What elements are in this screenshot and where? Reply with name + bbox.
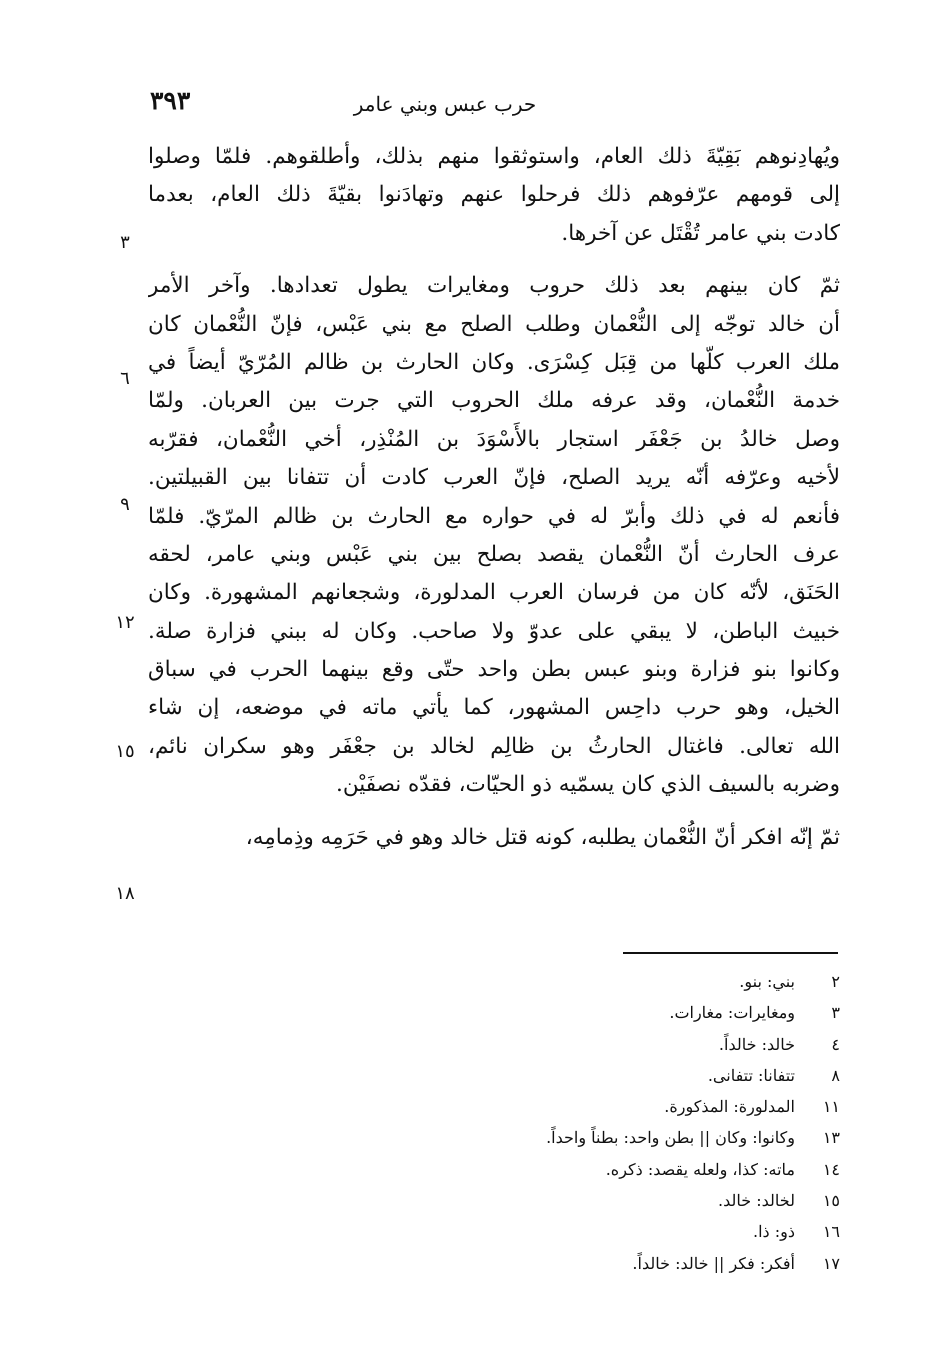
text-line: الخيل، وهو حرب داحِس المشهور، كما يأتي ماته في موضعه، إن شاء — [148, 695, 840, 721]
footnote-text: بني: بنو. — [739, 972, 795, 991]
text-line: خدمة النُّعْمان، وقد عرفه ملك الحروب التي جرت بين العربان. ولمّا — [148, 388, 840, 414]
footnote-number: ٢ — [831, 972, 840, 991]
text-line: عرف الحارث أنّ النُّعْمان يقصد بصلح بين بني عَبْس وبني عامر، لحقه — [148, 541, 840, 567]
running-header-title: حرب عبس وبني عامر — [353, 92, 537, 116]
footnote-text: ذو: ذا. — [753, 1222, 795, 1242]
text-line: فأنعم له في ذلك وأبرّ له في حواره مع الحارث بن ظالم المرّيّ. فلمّا — [148, 503, 840, 529]
text-line: وضربه بالسيف الذي كان يسمّيه ذو الحيّات، فقدّه نصفَيْن. — [336, 772, 840, 798]
footnote-item — [340, 1122, 840, 1153]
footnote-item — [340, 1029, 840, 1060]
text-line: لأخيه وعرّفه أنّه يريد الصلح، فإنّ العرب كادت أن تتفانا بين القبيلتين. — [148, 465, 840, 491]
footnote-item — [340, 1216, 840, 1247]
footnote-item — [340, 1185, 840, 1216]
margin-line-number: ١٨ — [115, 883, 135, 904]
footnote-number: ٤ — [831, 1034, 840, 1054]
footnote-number: ١١ — [822, 1097, 840, 1117]
footnote-item — [340, 966, 840, 997]
footnote-number: ١٤ — [822, 1159, 840, 1179]
margin-line-number: ٦ — [120, 368, 130, 389]
footnote-text: المدلورة: المذكورة. — [664, 1097, 795, 1117]
footnote-text: أفكر: فكر || خالد: خالداً. — [632, 1253, 795, 1273]
footnote-text: وكانوا: وكان || بطن واحد: بطناً واحداً. — [546, 1128, 795, 1148]
margin-line-number: ١٢ — [115, 612, 135, 633]
margin-line-number: ٣ — [120, 232, 130, 253]
text-line: الحَنَق، لأنّه كان من فرسان العرب المدلورة، وشجعانهم المشهورة. وكان — [148, 580, 840, 606]
footnotes — [340, 966, 840, 1279]
footnote-text: خالد: خالداً. — [718, 1034, 795, 1054]
text-line: ويُهادِنوهم بَقِيّةَ ذلك العام، واستوثقوا منهم بذلك، وأطلقوهم. فلمّا وصلوا — [148, 144, 840, 169]
text-line: الله تعالى. فاغتال الحارثُ بن ظالِم لخالد بن جعْفَر وهو سكران نائم، — [148, 733, 840, 759]
footnote-number: ٨ — [831, 1065, 840, 1085]
text-line: وصل خالدُ بن جَعْفَر استجار بالأَسْوَدَ بن المُنْذِر، أخي النُّعْمان، فقرّبه — [148, 426, 840, 452]
text-line: ثمّ كان بينهم بعد ذلك حروب ومغايرات يطول تعدادها. وآخر الأمر — [148, 273, 840, 299]
text-line: أن خالد توجّه إلى النُّعْمان وطلب الصلح مع بني عَبْس، فإنّ النُّعْمان كان — [148, 311, 840, 337]
text-line: خبيث الباطن، لا يبقي على عدوّ ولا صاحب. وكان له ببني فزارة صلة. — [148, 618, 840, 644]
footnote-number: ٣ — [831, 1003, 840, 1023]
footnote-item — [340, 997, 840, 1028]
footnote-text: ماته: كذا، ولعله يقصد: ذكره. — [605, 1159, 795, 1179]
text-line: كادت بني عامر تُقْتَل عن آخرها. — [561, 220, 840, 246]
footnote-text: لخالد: خالد. — [718, 1191, 795, 1211]
margin-line-number: ٩ — [120, 494, 130, 515]
text-line: ملك العرب كلّها من قِبَل كِسْرَى. وكان الحارث بن ظالم المُرّيّ أيضاً في — [148, 349, 840, 375]
footnote-text: ومغايرات: مغارات. — [669, 1003, 795, 1023]
page-number: ٣٩٣ — [150, 86, 191, 115]
main-text — [148, 138, 840, 857]
footnote-item — [340, 1154, 840, 1185]
margin-line-number: ١٥ — [115, 741, 135, 762]
footnote-item — [340, 1060, 840, 1091]
text-line: إلى قومهم عرّفوهم ذلك فرحلوا عنهم وتهادَنوا بقيّةَ ذلك العام، بعدما — [148, 182, 840, 208]
footnote-text: تتفانا: تتفانى. — [707, 1065, 795, 1085]
text-line: وكانوا بنو فزارة وبنو عبس بطن واحد حتّى وقع بينهما الحرب في سباق — [148, 657, 840, 683]
footnote-number: ١٥ — [822, 1191, 840, 1211]
footnote-number: ١٧ — [822, 1253, 840, 1273]
footnote-item — [340, 1248, 840, 1279]
text-line: ثمّ إنّه افكر أنّ النُّعْمان يطلبه، كونه قتل خالد وهو في حَرَمِه وذِمامِه، — [245, 824, 840, 850]
footnote-number: ١٣ — [822, 1128, 840, 1148]
footnote-separator — [623, 952, 838, 954]
footnote-number: ١٦ — [822, 1222, 840, 1242]
footnote-item — [340, 1091, 840, 1122]
